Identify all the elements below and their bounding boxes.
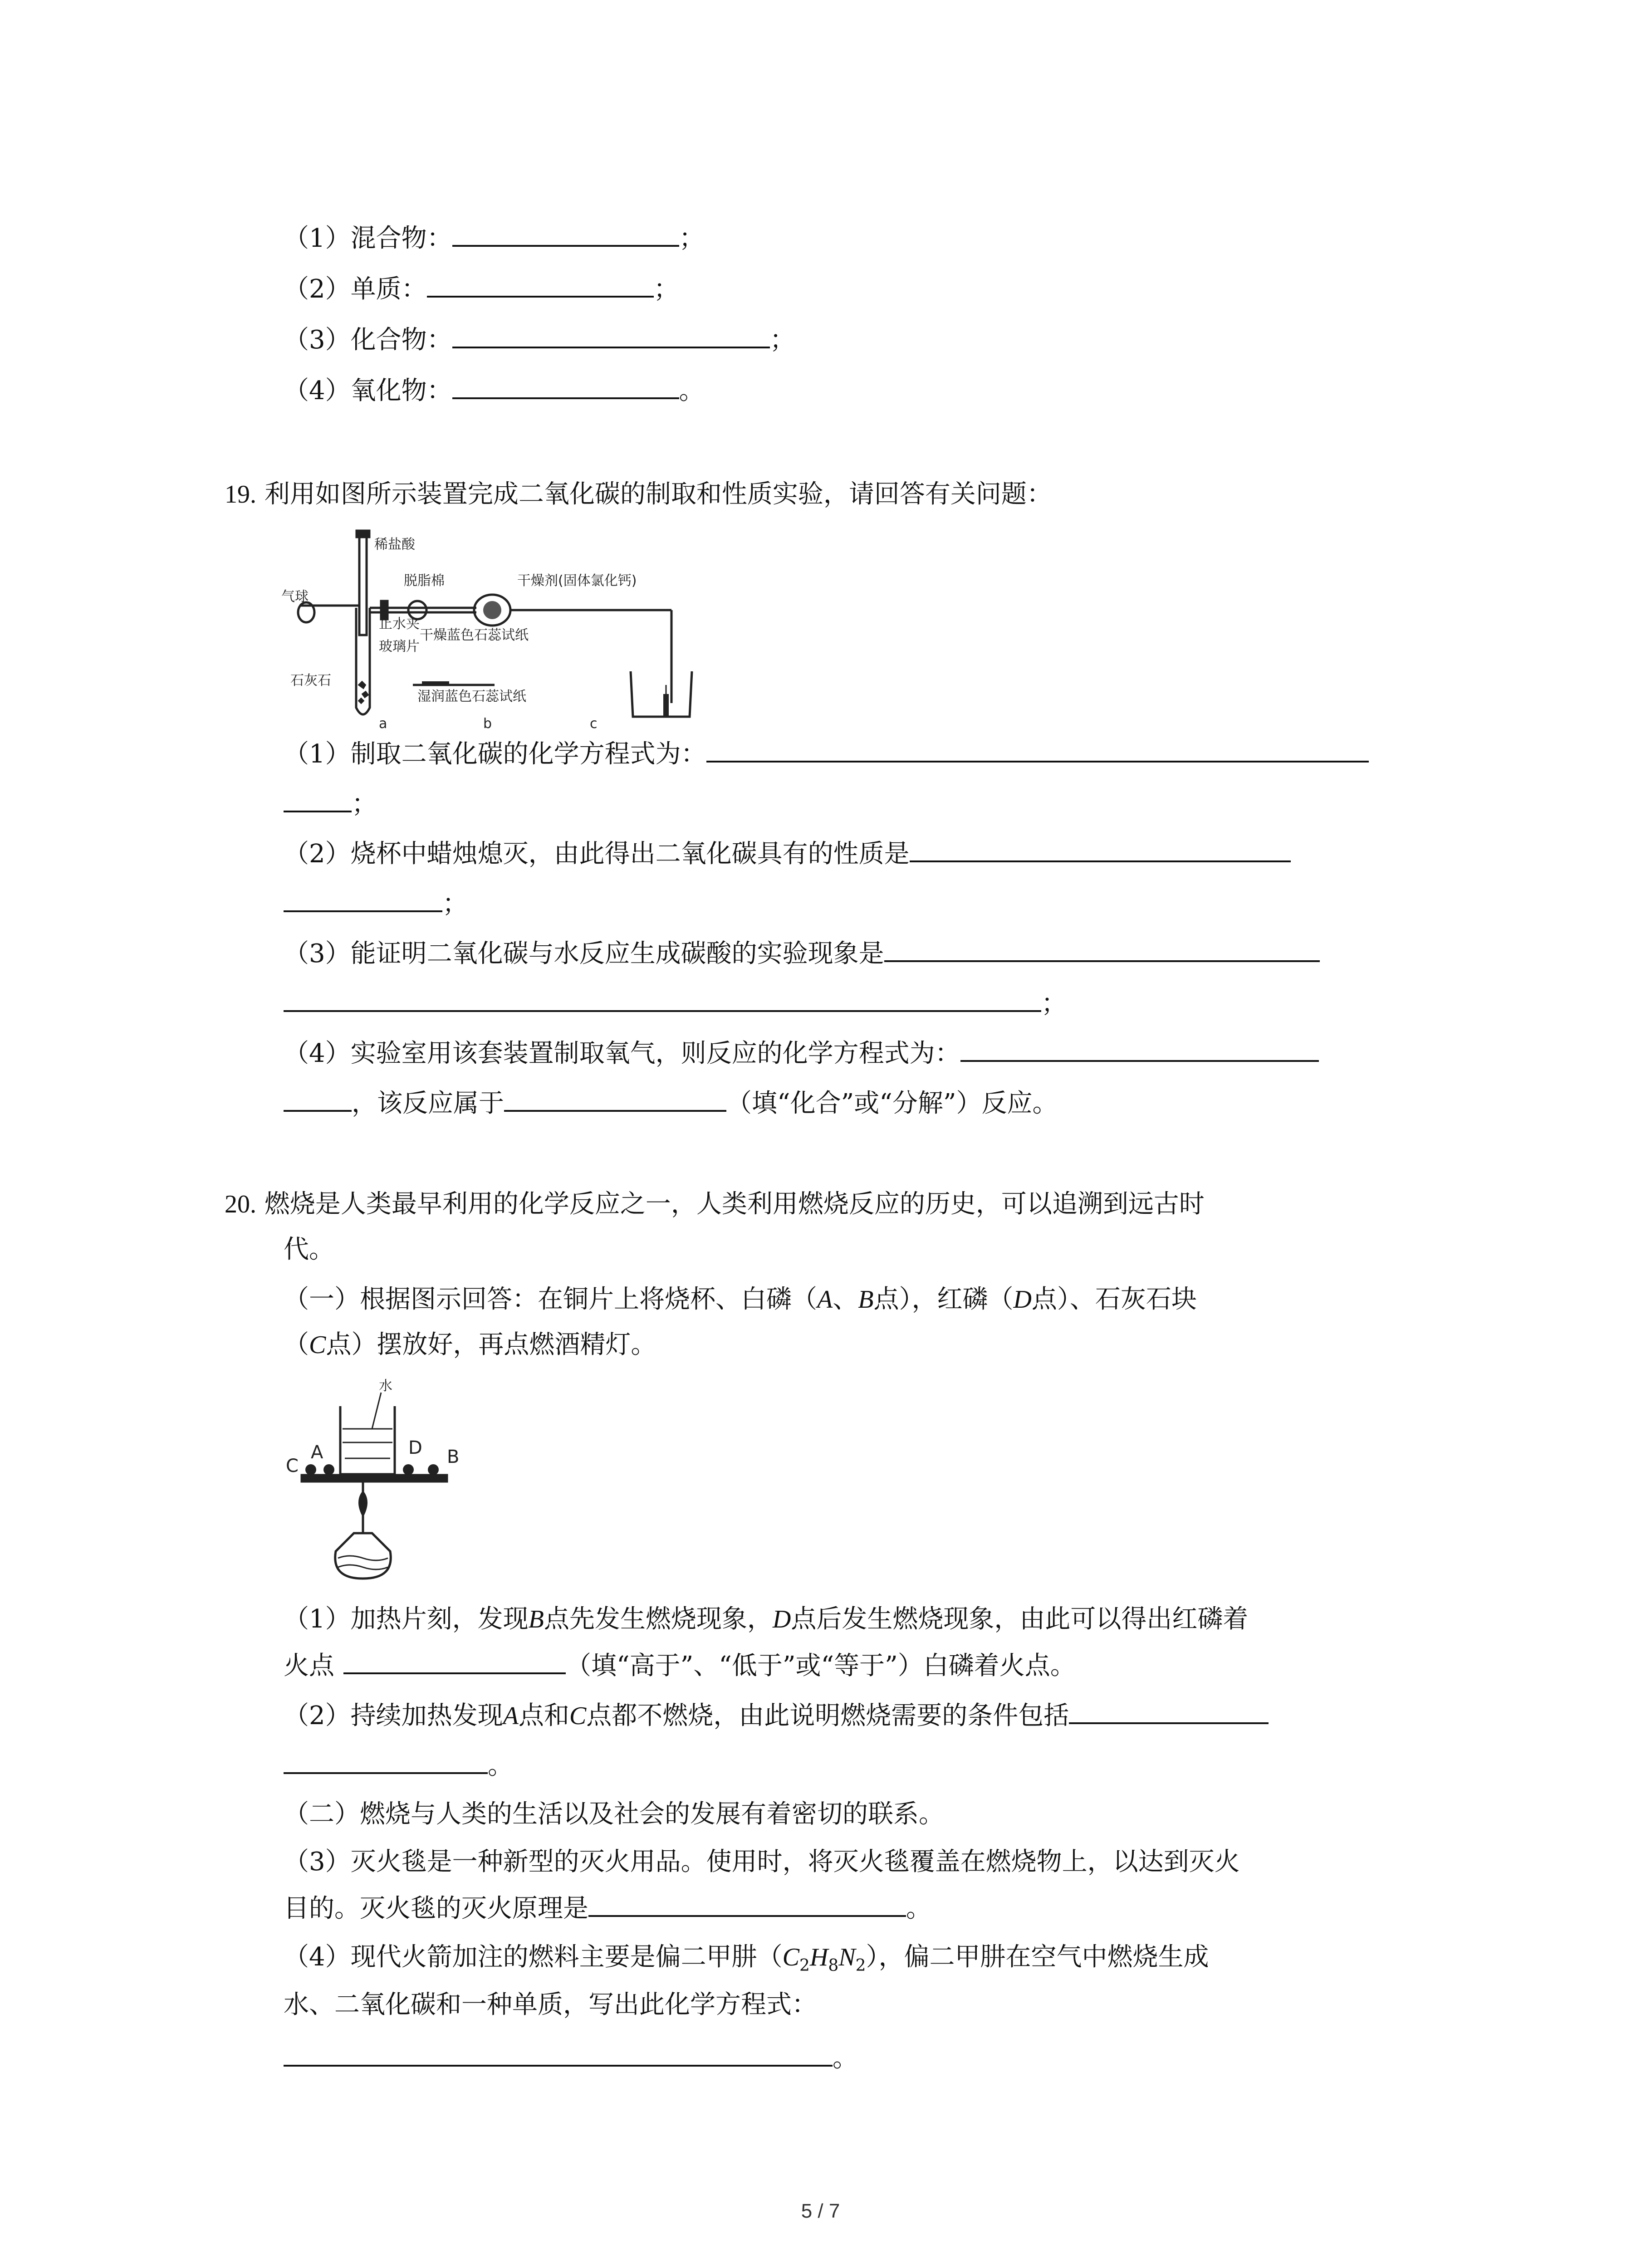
label-cotton: 脱脂棉 [404,573,445,589]
answer-blank[interactable] [452,323,770,348]
label-B: B [447,1447,460,1467]
label-glass: 玻璃片 [379,639,420,655]
label-clamp: 止水夹 [379,616,420,632]
label-b: b [483,716,492,730]
q20-section-1 [284,1284,1197,1315]
q20-stem [225,1188,1205,1220]
q18-item-3-end: ； [769,325,795,355]
q19-part-1-text: （1）制取二氧化碳的化学方程式为： [284,739,706,769]
q18-item-3 [284,323,795,356]
text: 。 [488,1751,513,1780]
answer-blank[interactable] [910,837,1291,862]
label-limestone: 石灰石 [290,673,331,689]
q18-item-2 [284,272,679,305]
formula [782,1942,866,1975]
q20-part-2 [284,1699,1269,1732]
q20-part-3-cont [284,1892,931,1925]
text: 火点 [284,1651,334,1681]
copper-plate [302,1475,447,1481]
text: 水、二氧化碳和一种单质，写出此化学方程式： [284,1990,817,2019]
label-balloon: 气球 [281,589,309,605]
formula-sub: 8 [828,1956,839,1975]
label-acid: 稀盐酸 [374,537,415,552]
q20-part-1-cont [284,1649,1076,1682]
italic-B: B [528,1605,544,1633]
text: （1）加热片刻，发现 [284,1604,529,1634]
text: 点）、石灰石块 [1031,1285,1197,1314]
label-D: D [408,1437,422,1458]
italic-A: A [817,1286,833,1314]
answer-blank[interactable] [1069,1699,1269,1724]
q20-part-4-cont [284,1989,817,2021]
q18-item-1-label: （1）混合物： [284,224,452,253]
q19-part-4-mid: ，该反应属于 [352,1089,504,1118]
q19-part-2 [284,837,1291,870]
beaker-c [631,671,692,717]
label-water: 水 [379,1379,392,1394]
acid-funnel [359,535,367,635]
text: 。 [833,2043,858,2073]
q19-part-4-end: （填“化合”或“分解”）反应。 [726,1089,1058,1118]
page-number: 5 / 7 [801,2200,840,2222]
q18-item-3-label: （3）化合物： [284,325,452,355]
italic-D: D [1013,1286,1032,1314]
italic-B: B [858,1286,874,1314]
formula-N: N [838,1943,856,1971]
answer-blank[interactable] [284,787,352,812]
italic-D: D [772,1605,791,1633]
q19-part-3 [284,937,1320,970]
text: （4）现代火箭加注的燃料主要是偏二甲肼（ [284,1942,783,1972]
label-dry-paper: 干燥蓝色石蕊试纸 [420,627,529,643]
formula-H: H [809,1943,828,1971]
answer-blank[interactable] [284,2041,833,2067]
text: 目的。灭火毯的灭火原理是 [284,1894,588,1923]
q19-part-3-end: ； [1041,989,1067,1018]
q19-part-3-text: （3）能证明二氧化碳与水反应生成碳酸的实验现象是 [284,939,884,968]
question-stem: 利用如图所示装置完成二氧化碳的制取和性质实验，请回答有关问题： [264,479,1052,509]
text: （一）根据图示回答：在铜片上将烧杯、白磷（ [284,1285,817,1314]
q18-item-4 [284,374,705,407]
italic-C: C [309,1331,326,1359]
text: （填“高于”、“低于”或“等于”）白磷着火点。 [566,1651,1076,1681]
q20-part-2-cont [284,1749,513,1782]
question-number: 20. [225,1190,256,1218]
text: 点先发生燃烧现象， [544,1604,773,1634]
beaker [340,1406,395,1474]
formula-sub: 2 [855,1956,866,1975]
q19-part-1-cont [284,787,377,820]
label-a: a [379,716,387,730]
text: 点和 [518,1701,569,1730]
italic-A: A [503,1702,519,1730]
text: 点）摆放好，再点燃酒精灯。 [326,1330,656,1359]
q20-part-3 [284,1846,1240,1878]
label-A: A [311,1442,323,1463]
q19-part-3-cont [284,987,1067,1020]
q18-item-4-end: 。 [679,376,705,406]
q20-section-2 [284,1799,944,1830]
answer-blank[interactable] [504,1086,726,1112]
q19-part-1 [284,737,1369,770]
q19-part-2-cont [284,887,468,920]
answer-blank[interactable] [960,1036,1319,1062]
q18-item-2-end: ； [653,274,679,304]
text: （3）灭火毯是一种新型的灭火用品。使用时，将灭火毯覆盖在燃烧物上，以达到灭火 [284,1847,1240,1877]
q20-section-1-cont [284,1329,656,1361]
q20-part-4-answer [284,2041,858,2074]
q20-part-1 [284,1603,1248,1635]
label-desiccant: 干燥剂(固体氯化钙) [517,573,637,589]
q19-part-4 [284,1036,1319,1070]
q19-part-4-cont [284,1086,1058,1119]
q19-part-4-text: （4）实验室用该套装置制取氧气，则反应的化学方程式为： [284,1039,960,1068]
text: （二）燃烧与人类的生活以及社会的发展有着密切的联系。 [284,1799,944,1829]
italic-C: C [569,1702,587,1730]
answer-blank[interactable] [343,1649,566,1674]
label-wet-paper: 湿润蓝色石蕊试纸 [417,689,526,704]
formula-C: C [782,1943,799,1971]
text: 点都不燃烧，由此说明燃烧需要的条件包括 [586,1701,1069,1730]
text: 。 [906,1894,931,1923]
q18-item-1 [284,221,705,254]
answer-blank[interactable] [427,272,654,298]
question-number: 19. [225,480,256,508]
q18-item-1-end: ； [679,224,705,253]
co2-apparatus-figure [281,522,717,730]
text: 、 [833,1285,858,1314]
answer-blank[interactable] [452,221,679,247]
text: （ [284,1330,309,1359]
answer-blank[interactable] [588,1892,906,1917]
answer-blank[interactable] [284,987,1041,1012]
q20-stem-cont [284,1234,334,1266]
answer-blank[interactable] [284,887,442,912]
text: ），偏二甲肼在空气中燃烧生成 [866,1942,1209,1972]
text: 点后发生燃烧现象，由此可以得出红磷着 [791,1604,1249,1634]
q18-item-4-label: （4）氧化物： [284,376,452,406]
combustion-experiment-figure [277,1379,485,1588]
q18-item-2-label: （2）单质： [284,274,427,304]
text: 点），红磷（ [873,1285,1014,1314]
label-c: c [590,716,598,730]
q19-stem [225,479,1052,510]
question-stem: 燃烧是人类最早利用的化学反应之一，人类利用燃烧反应的历史，可以追溯到远古时 [264,1189,1205,1219]
answer-blank[interactable] [452,374,679,399]
question-stem-cont: 代。 [284,1235,334,1264]
text: （2）持续加热发现 [284,1701,503,1730]
answer-blank[interactable] [284,1749,488,1774]
q20-part-4 [284,1941,1209,1982]
q19-part-1-end: ； [352,789,377,819]
answer-blank[interactable] [884,937,1320,962]
q19-part-2-end: ； [442,889,468,919]
answer-blank[interactable] [284,1086,352,1112]
answer-blank[interactable] [706,737,1369,763]
label-C: C [286,1456,299,1476]
formula-sub: 2 [799,1956,810,1975]
q19-part-2-text: （2）烧杯中蜡烛熄灭，由此得出二氧化碳具有的性质是 [284,839,910,869]
